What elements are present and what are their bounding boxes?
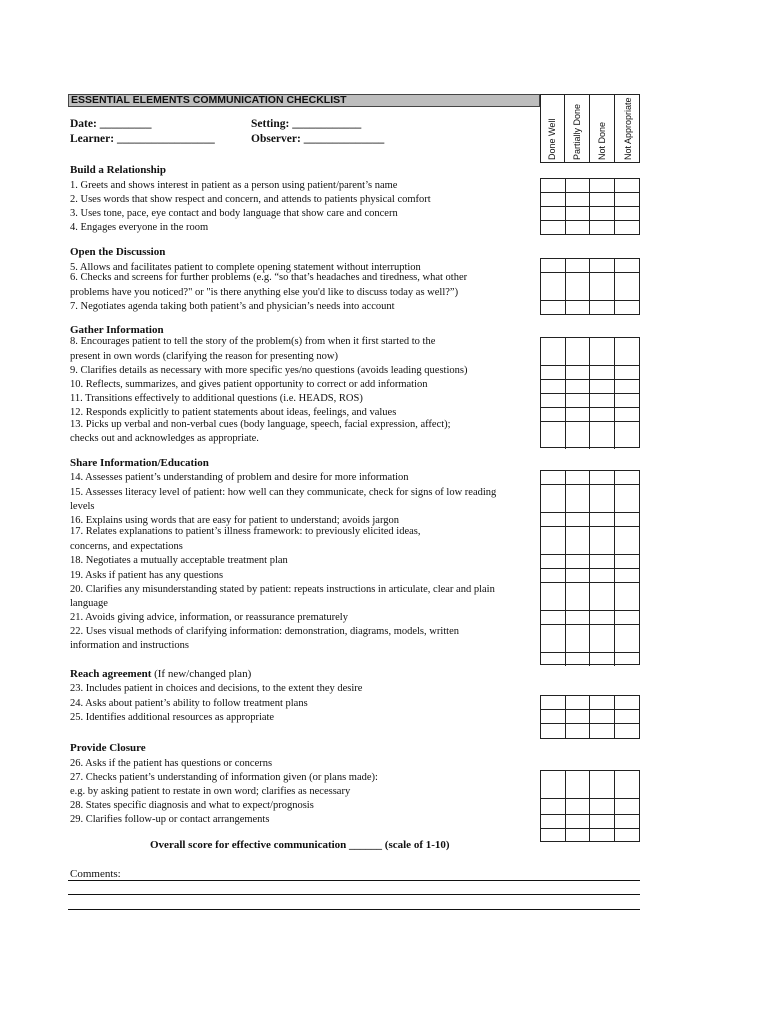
comments-line[interactable] [68,894,640,895]
rating-cell[interactable] [615,799,639,814]
rating-cell[interactable] [590,829,615,841]
comments-line[interactable] [68,880,640,881]
checklist-title: ESSENTIAL ELEMENTS COMMUNICATION CHECKLIST [68,94,540,107]
item-line: 9. Clarifies details as necessary with more specific yes/no questions (avoids leading questions) [70,365,468,376]
rating-cell[interactable] [541,611,566,624]
col-not-appropriate [615,94,640,163]
item-line: 28. States specific diagnosis and what to expect/prognosis [70,800,314,811]
rating-cell[interactable] [541,583,566,610]
rating-cell[interactable] [590,710,615,723]
item-line: 3. Uses tone, pace, eye contact and body language that show care and concern [70,208,398,219]
rating-cell[interactable] [590,724,615,738]
rating-cell[interactable] [566,611,591,624]
rating-cell[interactable] [541,471,566,484]
rating-cell[interactable] [590,799,615,814]
rating-cell[interactable] [590,485,615,512]
item-line: 13. Picks up verbal and non-verbal cues (body language, speech, facial expression, affect); [70,419,451,430]
rating-cell[interactable] [590,193,615,206]
section-heading-provide-closure: Provide Closure [70,742,146,754]
rating-cell[interactable] [590,380,615,393]
rating-cell[interactable] [615,583,639,610]
rating-grid-share-information[interactable] [540,470,640,665]
rating-cell[interactable] [615,471,639,484]
rating-grid-reach-agreement[interactable] [540,695,640,739]
rating-cell[interactable] [541,799,566,814]
item-line: 14. Assesses patient’s understanding of problem and desire for more information [70,472,409,483]
heading-note: (If new/changed plan) [151,668,252,680]
rating-cell[interactable] [566,338,591,365]
section-heading-open-discussion: Open the Discussion [70,246,166,258]
rating-cell[interactable] [590,611,615,624]
rating-cell[interactable] [566,513,591,526]
rating-cell[interactable] [590,771,615,798]
rating-cell[interactable] [590,273,615,300]
rating-cell[interactable] [566,771,591,798]
item-line: 19. Asks if patient has any questions [70,570,224,581]
rating-cell[interactable] [541,710,566,723]
rating-cell[interactable] [566,799,591,814]
section-heading-reach-agreement [70,668,251,680]
rating-cell[interactable] [541,771,566,798]
rating-cell[interactable] [615,301,639,314]
rating-cell[interactable] [615,724,639,738]
comments-label: Comments: [70,868,121,880]
item-line: 1. Greets and shows interest in patient as a person using patient/parent’s name [70,180,398,191]
rating-cell[interactable] [615,179,639,192]
item-line: 22. Uses visual methods of clarifying information: demonstration, diagrams, models, written [70,626,460,637]
rating-cell[interactable] [566,179,591,192]
rating-grid-open-discussion[interactable] [540,258,640,315]
rating-cell[interactable] [615,696,639,709]
rating-cell[interactable] [566,724,591,738]
rating-cell[interactable] [566,569,591,582]
rating-cell[interactable] [541,422,566,449]
rating-cell[interactable] [615,193,639,206]
rating-cell[interactable] [541,696,566,709]
rating-cell[interactable] [541,724,566,738]
item-line: 7. Negotiates agenda taking both patient’s and physician’s needs into account [70,301,395,312]
rating-cell[interactable] [541,366,566,379]
rating-cell[interactable] [541,273,566,300]
rating-cell[interactable] [541,527,566,554]
rating-cell[interactable] [615,513,639,526]
rating-cell[interactable] [615,485,639,512]
comments-line[interactable] [68,909,640,910]
rating-cell[interactable] [615,527,639,554]
rating-grid-provide-closure[interactable] [540,770,640,842]
rating-cell[interactable] [615,380,639,393]
rating-cell[interactable] [615,710,639,723]
learner-field[interactable]: Learner: _________________ [70,133,215,145]
rating-cell[interactable] [590,653,615,666]
rating-cell[interactable] [615,366,639,379]
rating-cell[interactable] [566,366,591,379]
col-label: Partially Done [572,103,582,160]
rating-cell[interactable] [590,527,615,554]
rating-cell[interactable] [566,394,591,407]
item-line: 15. Assesses literacy level of patient: how well can they communicate, check for signs of low reading [70,487,497,498]
rating-cell[interactable] [566,555,591,568]
rating-cell[interactable] [566,422,591,449]
rating-cell[interactable] [615,829,639,841]
item-line: levels [70,501,95,512]
rating-cell[interactable] [566,829,591,841]
rating-cell[interactable] [615,555,639,568]
item-line: language [70,598,108,609]
rating-cell[interactable] [566,527,591,554]
item-line: 2. Uses words that show respect and concern, and attends to patients physical comfort [70,194,431,205]
section-heading-share-information: Share Information/Education [70,457,209,469]
rating-cell[interactable] [541,338,566,365]
col-not-done [590,94,615,163]
item-line: problems have you noticed?" or "is there anything else you'd like to discuss today as well?”) [70,287,459,298]
observer-field[interactable]: Observer: ______________ [251,133,385,145]
rating-cell[interactable] [590,422,615,449]
item-line: 16. Explains using words that are easy for patient to understand; avoids jargon [70,515,400,526]
rating-cell[interactable] [590,471,615,484]
section-heading-gather-information: Gather Information [70,324,164,336]
col-label: Not Done [597,121,607,160]
rating-cell[interactable] [615,207,639,220]
rating-cell[interactable] [590,259,615,272]
item-line: 29. Clarifies follow-up or contact arrangements [70,814,270,825]
section-heading-build-relationship: Build a Relationship [70,164,166,176]
item-line: 10. Reflects, summarizes, and gives patient opportunity to correct or add information [70,379,428,390]
item-line: 17. Relates explanations to patient’s illness framework: to previously elicited ideas, [70,526,421,537]
rating-cell[interactable] [541,408,566,421]
item-line: 20. Clarifies any misunderstanding stated by patient: repeats instructions in articulate, clear and plain [70,584,495,595]
rating-cell[interactable] [615,221,639,234]
item-line: 4. Engages everyone in the room [70,222,209,233]
rating-cell[interactable] [615,394,639,407]
rating-cell[interactable] [541,207,566,220]
rating-cell[interactable] [541,829,566,841]
item-line: 18. Negotiates a mutually acceptable treatment plan [70,555,288,566]
item-line: 27. Checks patient’s understanding of information given (or plans made): [70,772,378,783]
rating-cell[interactable] [615,422,639,449]
rating-cell[interactable] [590,221,615,234]
rating-cell[interactable] [615,338,639,365]
rating-cell[interactable] [566,471,591,484]
rating-cell[interactable] [590,583,615,610]
item-line: 26. Asks if the patient has questions or concerns [70,758,273,769]
heading-text: Reach agreement [70,668,152,680]
rating-cell[interactable] [566,380,591,393]
setting-field[interactable]: Setting: ____________ [251,118,362,130]
rating-cell[interactable] [566,259,591,272]
col-done-well [540,94,565,163]
rating-cell[interactable] [566,207,591,220]
item-line: e.g. by asking patient to restate in own word; clarifies as necessary [70,786,351,797]
rating-cell[interactable] [615,625,639,652]
rating-cell[interactable] [615,611,639,624]
rating-cell[interactable] [541,555,566,568]
rating-cell[interactable] [566,408,591,421]
rating-cell[interactable] [541,259,566,272]
rating-cell[interactable] [590,696,615,709]
rating-cell[interactable] [590,408,615,421]
col-label: Not Appropriate [622,97,633,160]
item-line: 24. Asks about patient’s ability to follow treatment plans [70,698,308,709]
rating-cell[interactable] [541,221,566,234]
rating-cell[interactable] [566,193,591,206]
overall-score-field[interactable]: Overall score for effective communication ______ (scale of 1-10) [150,839,450,851]
item-line: 12. Responds explicitly to patient statements about ideas, feelings, and values [70,407,397,418]
rating-cell[interactable] [590,179,615,192]
rating-cell[interactable] [590,301,615,314]
rating-cell[interactable] [541,815,566,828]
rating-cell[interactable] [615,569,639,582]
rating-cell[interactable] [566,583,591,610]
rating-cell[interactable] [590,625,615,652]
item-line: 8. Encourages patient to tell the story of the problem(s) from when it first started to the [70,336,436,347]
rating-cell[interactable] [566,301,591,314]
rating-cell[interactable] [590,338,615,365]
rating-cell[interactable] [566,815,591,828]
rating-cell[interactable] [541,301,566,314]
item-line: information and instructions [70,640,189,651]
date-field[interactable]: Date: _________ [70,118,152,130]
rating-cell[interactable] [615,653,639,666]
item-line: 25. Identifies additional resources as appropriate [70,712,275,723]
rating-cell[interactable] [566,273,591,300]
rating-cell[interactable] [566,696,591,709]
rating-cell[interactable] [566,221,591,234]
item-line: checks out and acknowledges as appropriate. [70,433,259,444]
rating-cell[interactable] [566,485,591,512]
item-line: 5. Allows and facilitates patient to complete opening statement without interruption [70,262,421,273]
item-line: 11. Transitions effectively to additional questions (i.e. HEADS, ROS) [70,393,363,404]
rating-cell[interactable] [541,513,566,526]
rating-cell[interactable] [541,485,566,512]
rating-cell[interactable] [541,653,566,666]
col-partially-done [565,94,590,163]
rating-cell[interactable] [590,569,615,582]
rating-cell[interactable] [615,815,639,828]
rating-cell[interactable] [590,207,615,220]
rating-cell[interactable] [615,408,639,421]
rating-cell[interactable] [590,513,615,526]
rating-cell[interactable] [615,273,639,300]
item-line: concerns, and expectations [70,541,183,552]
rating-cell[interactable] [590,366,615,379]
rating-cell[interactable] [541,625,566,652]
rating-cell[interactable] [541,179,566,192]
item-line: 23. Includes patient in choices and decisions, to the extent they desire [70,683,363,694]
rating-grid-build-relationship[interactable] [540,178,640,235]
rating-cell[interactable] [566,653,591,666]
item-line: 21. Avoids giving advice, information, or reassurance prematurely [70,612,348,623]
col-label: Done Well [547,118,557,160]
rating-cell[interactable] [541,193,566,206]
rating-cell[interactable] [566,625,591,652]
rating-cell[interactable] [590,394,615,407]
item-line: 6. Checks and screens for further problems (e.g. “so that’s headaches and tiredness, what other [70,272,468,283]
rating-grid-gather-information[interactable] [540,337,640,448]
rating-cell[interactable] [615,259,639,272]
rating-cell[interactable] [541,394,566,407]
rating-cell[interactable] [541,569,566,582]
rating-cell[interactable] [590,815,615,828]
rating-cell[interactable] [566,710,591,723]
rating-cell[interactable] [541,380,566,393]
rating-cell[interactable] [615,771,639,798]
rating-cell[interactable] [590,555,615,568]
item-line: present in own words (clarifying the reason for presenting now) [70,351,338,362]
